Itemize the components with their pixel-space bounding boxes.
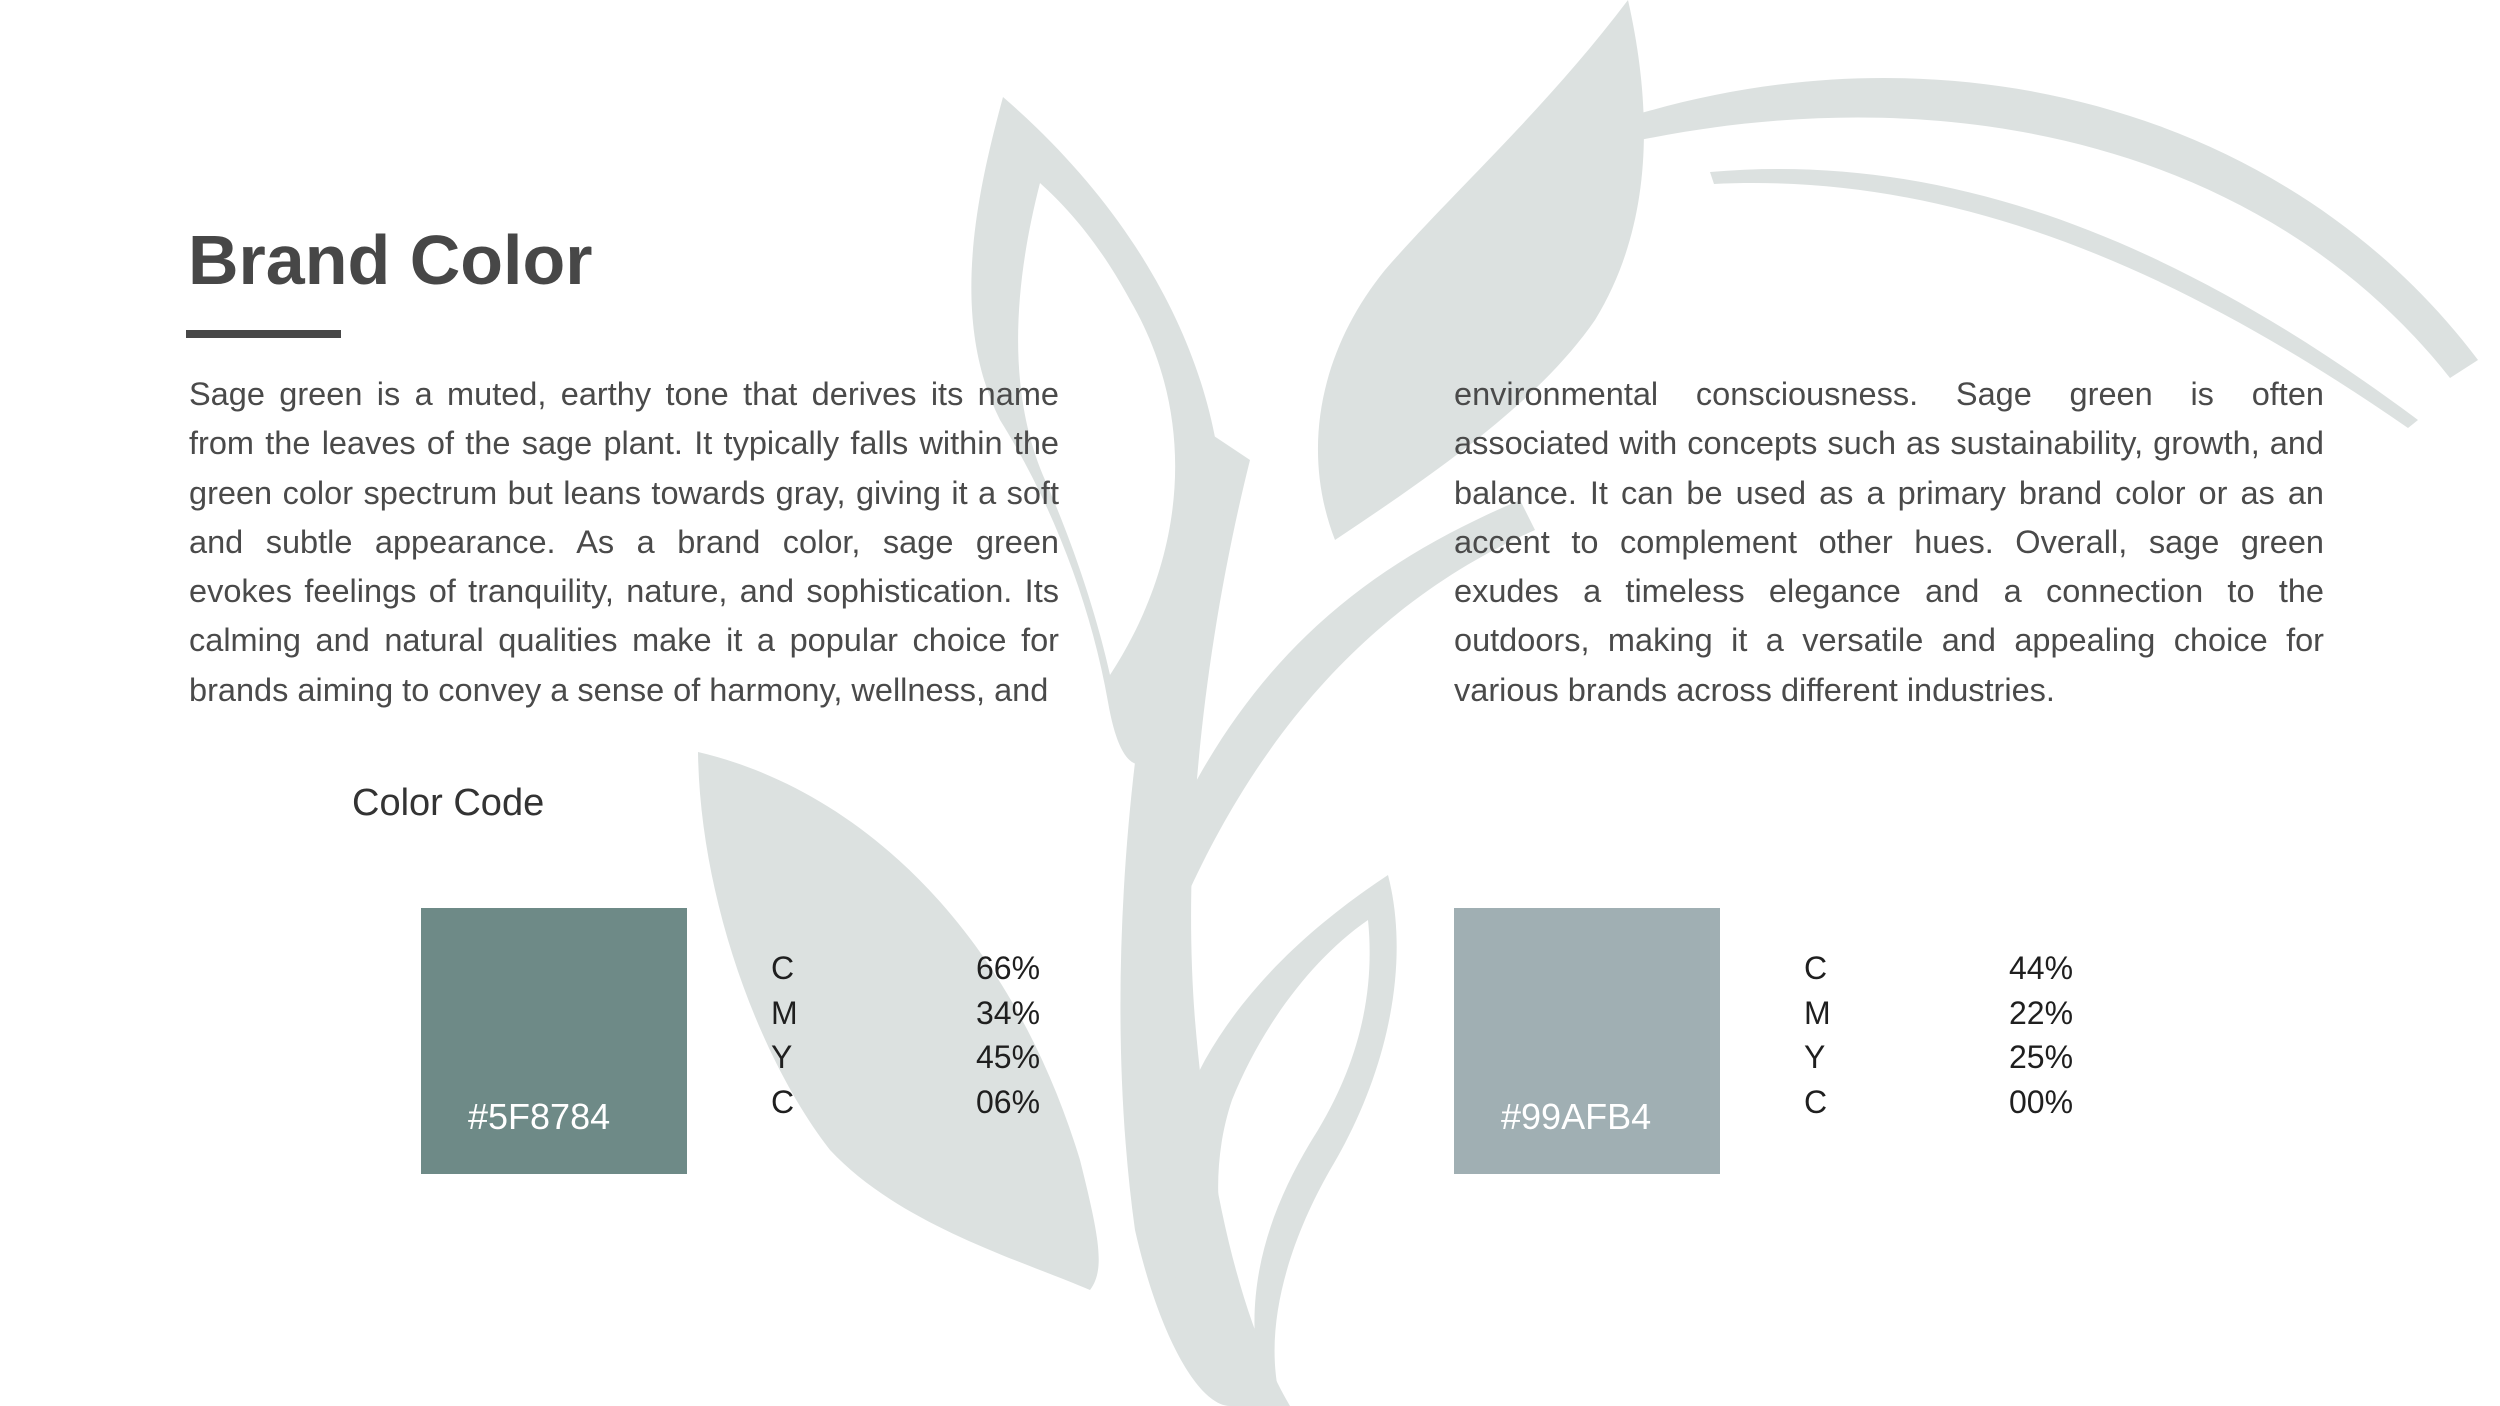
cmyk-key: M (771, 994, 798, 1031)
description-column-left: Sage green is a muted, earthy tone that derives its name from the leaves of the sage plant. It typically falls within the green color spectrum but leans towards gray, giving it a soft and subtle appearance. As a brand color, sage green evokes feelings of tranquility, nature, and sophistication. Its calming and natural qualities make it a popular choice for brands aiming to convey a sense of harmony, wellness, and (189, 376, 1059, 708)
cmyk-value: 25% (2009, 1039, 2074, 1075)
color-swatch-secondary (1454, 908, 1720, 1174)
cmyk-value: 34% (976, 994, 1041, 1031)
cmyk-key: C (771, 1083, 795, 1120)
cmyk-value: 44% (2009, 950, 2074, 986)
cmyk-key: Y (771, 1039, 793, 1075)
cmyk-key: C (771, 950, 795, 986)
cmyk-value: 66% (976, 950, 1041, 986)
color-code-label: Color Code (352, 782, 545, 824)
description-column-right: environmental consciousness. Sage green is often associated with concepts such as sustainability, growth, and balance. It can be used as a primary brand color or as an accent to complement other hues. Overall, sage green exudes a timeless elegance and a connection to the outdoors, making it a versatile and appealing choice for various brands across different industries. (1454, 376, 2324, 708)
cmyk-value: 00% (2009, 1083, 2074, 1120)
cmyk-key: C (1804, 950, 1828, 986)
cmyk-value: 06% (976, 1083, 1041, 1120)
color-swatch-primary (421, 908, 687, 1174)
title-underline (186, 330, 341, 338)
page-title: Brand Color (188, 221, 593, 299)
cmyk-key: M (1804, 994, 1831, 1031)
cmyk-key: Y (1804, 1039, 1826, 1075)
cmyk-value: 22% (2009, 994, 2074, 1031)
cmyk-key: C (1804, 1083, 1828, 1120)
hex-code-primary: #5F8784 (468, 1096, 611, 1137)
cmyk-value: 45% (976, 1039, 1041, 1075)
hex-code-secondary: #99AFB4 (1501, 1096, 1652, 1137)
